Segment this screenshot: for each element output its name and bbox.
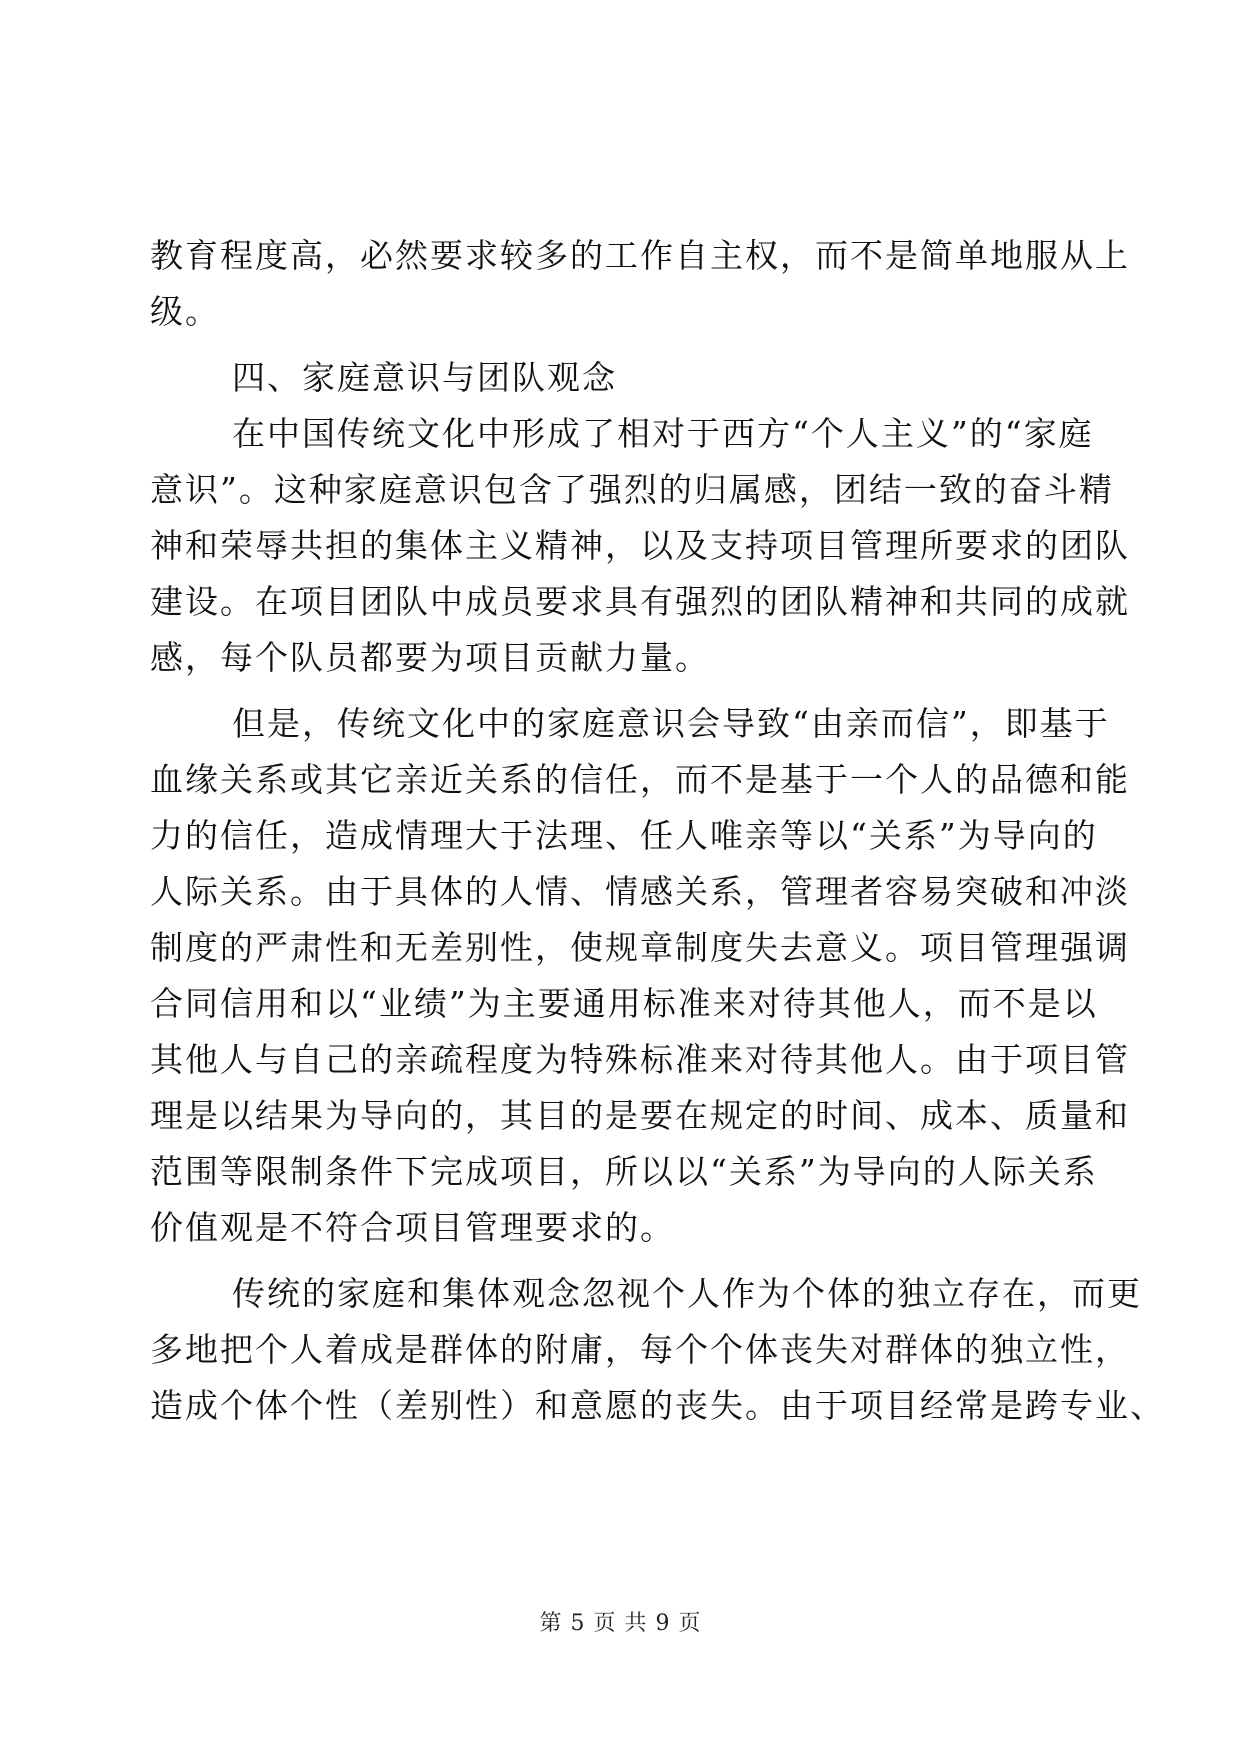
- page-number-footer: 第 5 页 共 9 页: [539, 1611, 702, 1636]
- text-line: 在中国传统文化中形成了相对于西方“个人主义”的“家庭: [232, 414, 1094, 453]
- text-line: 神和荣辱共担的集体主义精神，以及支持项目管理所要求的团队: [150, 526, 1130, 565]
- text-line: 感，每个队员都要为项目贡献力量。: [150, 638, 710, 677]
- text-line: 传统的家庭和集体观念忽视个人作为个体的独立存在，而更: [232, 1274, 1142, 1313]
- text-line: 建设。在项目团队中成员要求具有强烈的团队精神和共同的成就: [150, 582, 1130, 621]
- text-line: 多地把个人着成是群体的附庸，每个个体丧失对群体的独立性，: [150, 1330, 1130, 1369]
- paragraph-however: [150, 696, 1130, 1256]
- text-line: 制度的严肃性和无差别性，使规章制度失去意义。项目管理强调: [150, 928, 1130, 967]
- document-body: [150, 228, 1165, 1434]
- text-line: 人际关系。由于具体的人情、情感关系，管理者容易突破和冲淡: [150, 872, 1130, 911]
- text-line: 但是，传统文化中的家庭意识会导致“由亲而信”，即基于: [232, 704, 1110, 743]
- paragraph-collective: [150, 1266, 1165, 1434]
- text-line: 造成个体个性（差别性）和意愿的丧失。由于项目经常是跨专业、: [150, 1386, 1165, 1425]
- text-line: 力的信任，造成情理大于法理、任人唯亲等以“关系”为导向的: [150, 816, 1098, 855]
- text-line: 其他人与自己的亲疏程度为特殊标准来对待其他人。由于项目管: [150, 1040, 1130, 1079]
- section-heading: [150, 350, 1090, 406]
- text-line: 意识”。这种家庭意识包含了强烈的归属感，团结一致的奋斗精: [150, 470, 1114, 509]
- text-line: 范围等限制条件下完成项目，所以以“关系”为导向的人际关系: [150, 1152, 1098, 1191]
- paragraph-education: [150, 228, 1130, 340]
- text-line: 理是以结果为导向的，其目的是要在规定的时间、成本、质量和: [150, 1096, 1130, 1135]
- text-line: 合同信用和以“业绩”为主要通用标准来对待其他人，而不是以: [150, 984, 1098, 1023]
- text-line: 血缘关系或其它亲近关系的信任，而不是基于一个人的品德和能: [150, 760, 1130, 799]
- section-heading-text: 四、家庭意识与团队观念: [232, 358, 617, 397]
- text-line: 价值观是不符合项目管理要求的。: [150, 1208, 675, 1247]
- text-line: 级。: [150, 292, 220, 331]
- text-line: 教育程度高，必然要求较多的工作自主权，而不是简单地服从上: [150, 236, 1130, 275]
- paragraph-family-consciousness: [150, 406, 1130, 686]
